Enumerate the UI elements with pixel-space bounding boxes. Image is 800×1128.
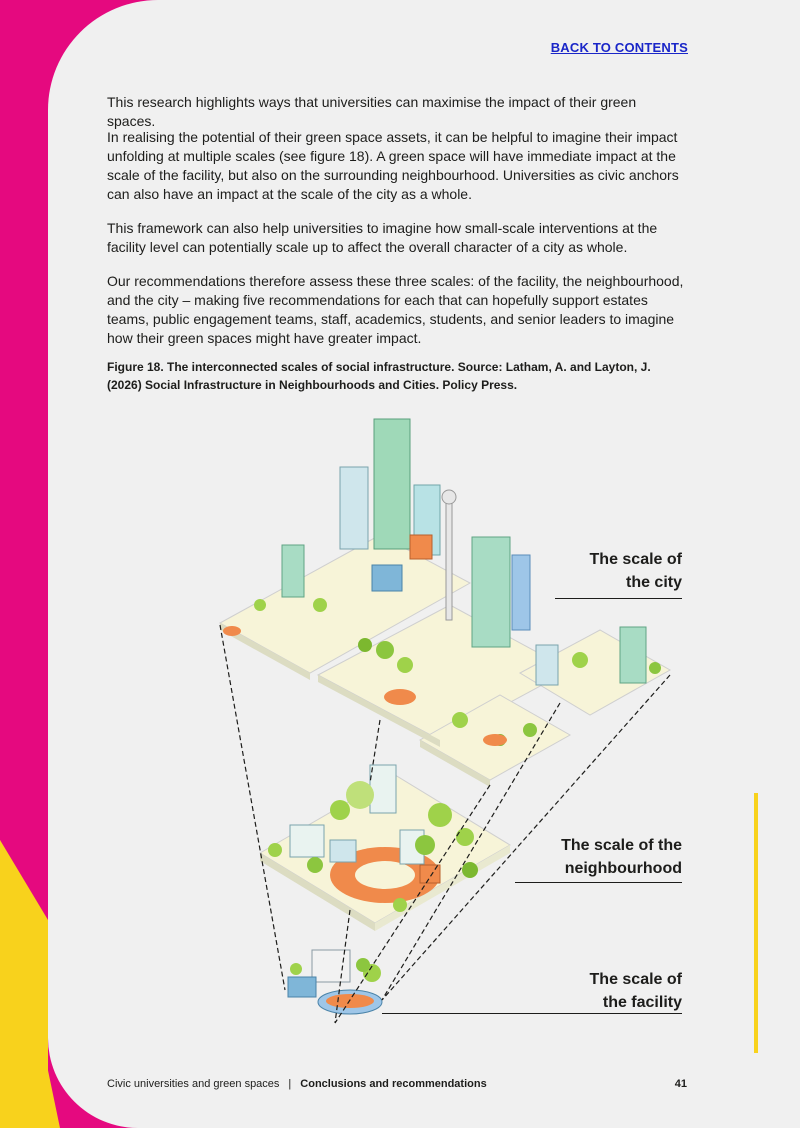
facility-scale-label xyxy=(590,968,682,1014)
scales-illustration xyxy=(200,405,700,1045)
facility-label-line: the facility xyxy=(602,994,682,1011)
body-paragraph: Our recommendations therefore assess these three scales: of the facility, the neighbourhood, and the city – making five recommendations for each that can hopefully support estates teams, public engagement teams, staff, academics, students, and senior leaders to imagine how their green spaces might have greater impact. xyxy=(107,273,684,346)
city-label-line: The scale of xyxy=(589,551,682,568)
page-footer xyxy=(107,1078,687,1090)
footer-separator: | xyxy=(288,1078,292,1090)
body-paragraph: In realising the potential of their green space assets, it can be helpful to imagine their impact unfolding at multiple scales (see figure 18). A green space will have immediate impact at the scale of the facility, but also on the surrounding neighbourhood. Universities as civic anchors can also have an impact at the scale of the city as a whole. xyxy=(107,129,679,202)
city-scale-label xyxy=(590,548,682,594)
city-label-line: the city xyxy=(625,574,682,591)
neighbourhood-scale-label xyxy=(561,834,682,880)
neighbourhood-label-line: The scale of the xyxy=(561,837,682,854)
body-paragraph: This framework can also help universities to imagine how small-scale interventions at the facility level can potentially scale up to affect the overall character of a city as whole. xyxy=(107,220,658,255)
yellow-accent-bar xyxy=(754,793,758,1053)
footer-section: Conclusions and recommendations xyxy=(300,1078,487,1090)
page-number: 41 xyxy=(674,1078,687,1090)
facility-label-rule xyxy=(382,1013,682,1014)
city-label-rule xyxy=(555,598,682,599)
back-to-contents-link[interactable]: BACK TO CONTENTS xyxy=(550,40,688,55)
body-paragraph: This research highlights ways that universities can maximise the impact of their green spaces. xyxy=(107,94,637,129)
city-illustration xyxy=(220,419,670,787)
figure-caption: Figure 18. The interconnected scales of social infrastructure. Source: Latham, A. and Layton, J. (2026) Social Infrastructure in Neighbourhoods and Cities. Policy Press. xyxy=(107,360,651,392)
facility-illustration xyxy=(288,950,382,1014)
neighbourhood-label-rule xyxy=(515,882,682,883)
neighbourhood-label-line: neighbourhood xyxy=(564,860,682,877)
footer-publication: Civic universities and green spaces xyxy=(107,1078,280,1090)
facility-label-line: The scale of xyxy=(589,971,682,988)
